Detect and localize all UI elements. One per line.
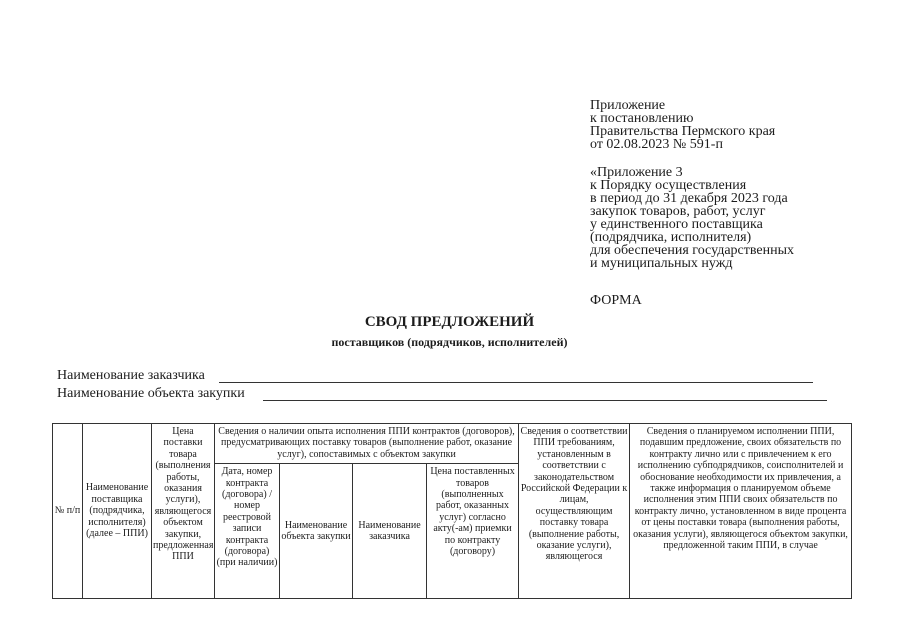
appendix-line: к постановлению — [590, 111, 694, 126]
header-price: Цена поставки товара (выполнения работы, оказания услуги), являющегося объектом закупки, предложенная ППИ — [152, 424, 215, 599]
appendix-block — [590, 99, 794, 307]
form-label: ФОРМА — [590, 293, 642, 308]
header-object-name: Наименование объекта закупки — [280, 464, 353, 599]
object-label: Наименование объекта закупки — [57, 386, 245, 401]
header-delivered-price: Цена поставленных товаров (выполненных работ, оказанных услуг) согласно акту(-ам) приемки по контракту (договору) — [427, 464, 519, 599]
header-customer-name: Наименование заказчика — [353, 464, 427, 599]
header-number: № п/п — [53, 424, 83, 599]
document-title: СВОД ПРЕДЛОЖЕНИЙ — [364, 314, 535, 330]
appendix-line: для обеспечения государственных — [590, 243, 794, 258]
object-underline — [263, 400, 827, 401]
header-experience-group: Сведения о наличии опыта исполнения ППИ контрактов (договоров), предусматривающих поставку товаров (выполнение работ, оказание услуг), сопоставимых с объектом закупки — [215, 424, 519, 464]
appendix-line: «Приложение 3 — [590, 165, 683, 180]
proposals-table — [52, 423, 852, 599]
header-contract-date: Дата, номер контракта (договора) / номер реестровой записи контракта (договора) (при наличии) — [215, 464, 280, 599]
appendix-line: у единственного поставщика — [590, 217, 763, 232]
header-compliance: Сведения о соответствии ППИ требованиям, установленным в соответствии с законодательством Российской Федерации к лицам, осуществляющим поставку товара (выполнение работы, оказание услуги), являющегося — [519, 424, 630, 599]
appendix-line: от 02.08.2023 № 591-п — [590, 137, 723, 152]
document-subtitle: поставщиков (подрядчиков, исполнителей) — [331, 335, 568, 349]
header-supplier-name: Наименование поставщика (подрядчика, исполнителя) (далее – ППИ) — [83, 424, 152, 599]
object-field — [57, 386, 245, 402]
appendix-line: Правительства Пермского края — [590, 124, 776, 139]
appendix-line: и муниципальных нужд — [590, 256, 733, 271]
customer-field — [57, 368, 205, 384]
customer-underline — [219, 382, 813, 383]
appendix-line: (подрядчика, исполнителя) — [590, 230, 752, 245]
appendix-line: Приложение — [590, 98, 666, 113]
customer-label: Наименование заказчика — [57, 368, 205, 383]
appendix-line: к Порядку осуществления — [590, 178, 747, 193]
header-planned-execution: Сведения о планируемом исполнении ППИ, подавшим предложение, своих обязательств по контракту лично или с привлечением к его исполнению субподрядчиков, соисполнителей и обоснование необходимости их привлечения, а также информация о планируемом объеме исполнения этим ППИ своих обязательств по контракту лично, установленном в виде процента от цены поставки товара (выполнения работы, оказания услуги), являющегося объектом закупки, предложенной таким ППИ, в случае — [630, 424, 852, 599]
appendix-line: закупок товаров, работ, услуг — [590, 204, 766, 219]
appendix-line: в период до 31 декабря 2023 года — [590, 191, 788, 206]
